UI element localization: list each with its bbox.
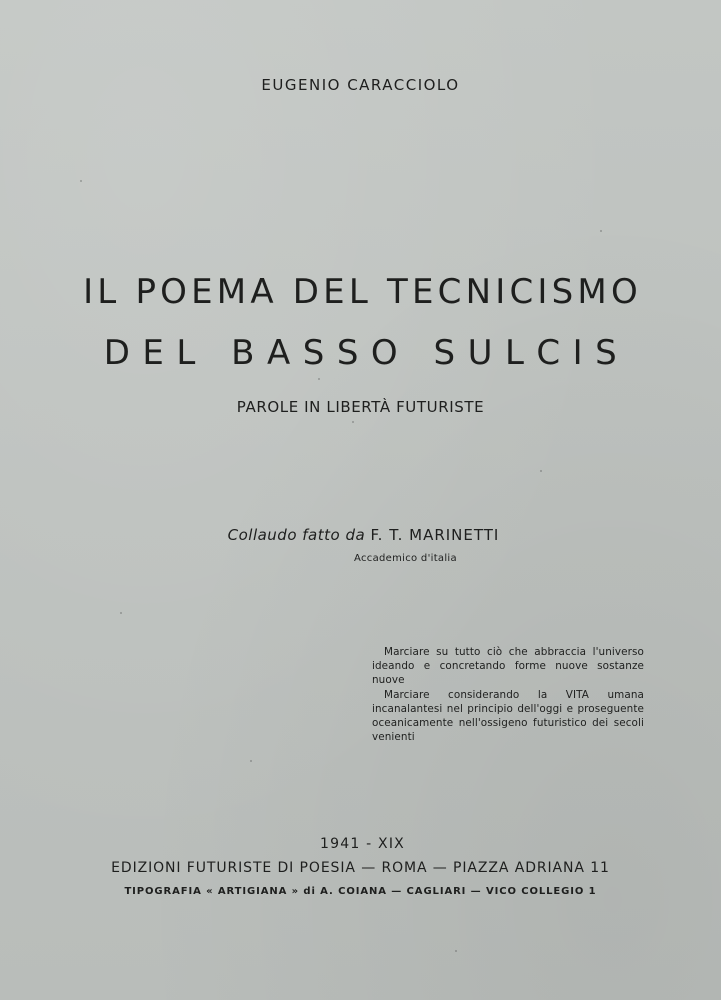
test-credit-name: F. T. MARINETTI bbox=[370, 526, 500, 544]
paper-speck bbox=[540, 470, 542, 472]
title-line-1: IL POEMA DEL TECNICISMO bbox=[83, 272, 642, 312]
author-name: EUGENIO CARACCIOLO bbox=[261, 76, 460, 94]
test-credit-prefix: Collaudo fatto da bbox=[227, 526, 366, 544]
printer-line: TIPOGRAFIA « ARTIGIANA » di A. COIANA — CAGLIARI — VICO COLLEGIO 1 bbox=[124, 886, 597, 897]
paper-speck bbox=[120, 612, 122, 614]
subtitle: PAROLE IN LIBERTÀ FUTURISTE bbox=[236, 398, 485, 416]
test-credit bbox=[3, 526, 721, 544]
epigraph-paragraph: Marciare su tutto ciò che abbraccia l'universo ideando e concretando forme nuove sostanze nuove bbox=[372, 646, 644, 687]
paper-speck bbox=[80, 180, 82, 182]
paper-speck bbox=[250, 760, 252, 762]
epigraph bbox=[372, 645, 644, 744]
paper-speck bbox=[318, 378, 320, 380]
publisher-line: EDIZIONI FUTURISTE DI POESIA — ROMA — PIAZZA ADRIANA 11 bbox=[111, 860, 610, 876]
publication-year: 1941 - XIX bbox=[320, 836, 405, 852]
paper-speck bbox=[600, 230, 602, 232]
academic-title: Accademico d'italia bbox=[354, 553, 457, 564]
paper-speck bbox=[455, 950, 457, 952]
title-line-2: DEL BASSO SULCIS bbox=[103, 333, 630, 373]
paper-speck bbox=[352, 421, 354, 423]
epigraph-paragraph: Marciare considerando la VITA umana incanalantesi nel principio dell'oggi e proseguente oceanicamente nell'ossigeno futuristico dei secoli venienti bbox=[372, 688, 644, 744]
